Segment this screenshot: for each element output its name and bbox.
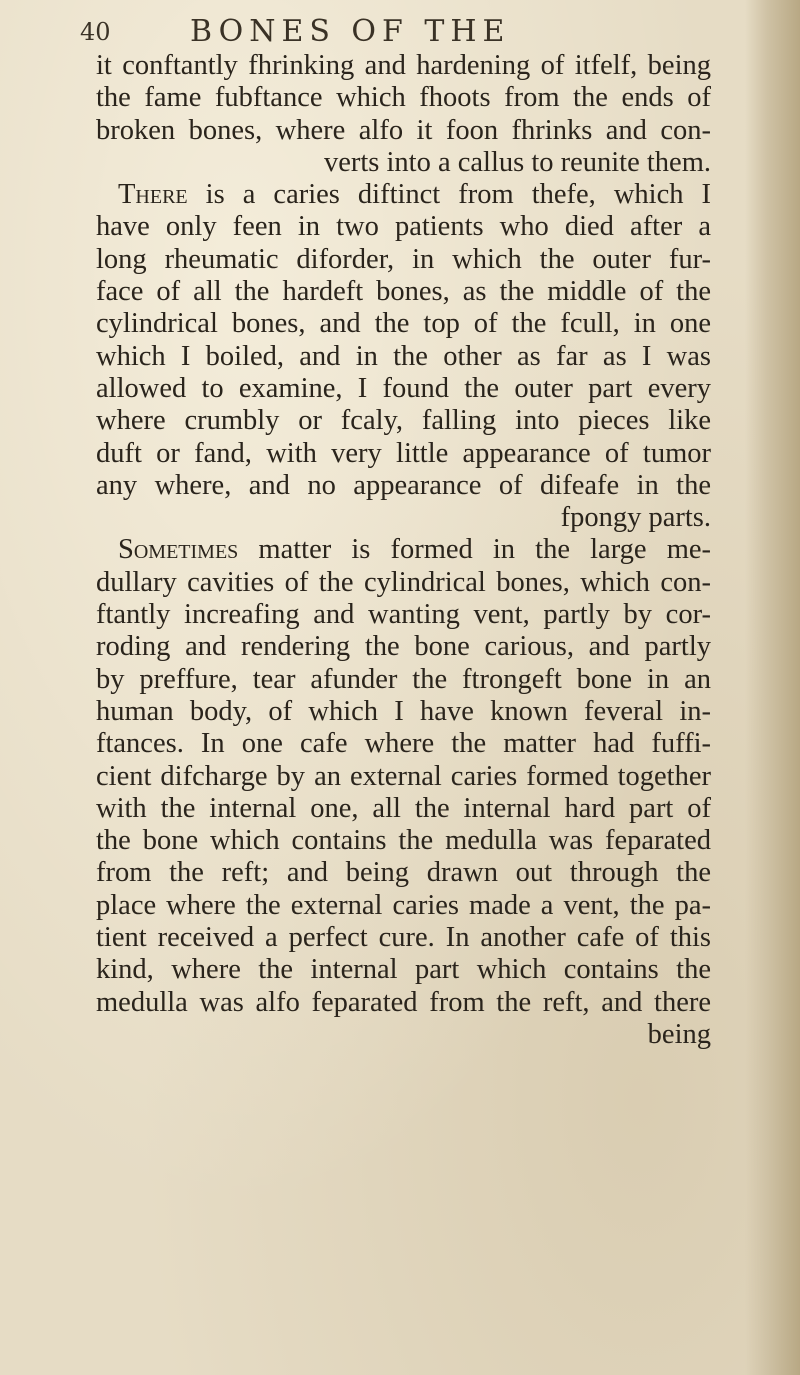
text-line: verts into a callus to reunite them. (323, 146, 711, 178)
text-line: tient received a perfect cure. In another cafe of this (96, 922, 711, 954)
running-title: BONES OF THE (190, 14, 511, 49)
text-line: Sometimes matter is formed in the large me- (118, 534, 711, 566)
text-line: cient difcharge by an external caries formed together (96, 760, 711, 792)
text-line: There is a caries diftinct from thefe, which I (118, 179, 711, 211)
text-line: human body, of which I have known feveral in- (96, 695, 711, 727)
text-line: roding and rendering the bone carious, and partly (96, 631, 711, 663)
page-number: 40 (80, 18, 111, 46)
small-caps-lead: Sometimes (118, 534, 239, 566)
text-line: long rheumatic diforder, in which the outer fur- (96, 243, 711, 275)
text-line: ftantly increafing and wanting vent, partly by cor- (96, 599, 711, 631)
text-line: medulla was alfo feparated from the reft, and there (96, 986, 711, 1018)
text-line: it conftantly fhrinking and hardening of itfelf, being (96, 50, 711, 81)
page-edge-shadow (745, 0, 800, 1375)
text-line: face of all the hardeft bones, as the middle of the (96, 276, 711, 308)
text-line: ftances. In one cafe where the matter had fuffi- (96, 728, 711, 760)
text-line: which I boiled, and in the other as far as I was (96, 340, 711, 372)
text-line: with the internal one, all the internal hard part of (96, 792, 711, 824)
text-line: cylindrical bones, and the top of the fcull, in one (96, 308, 711, 340)
text-line: the bone which contains the medulla was feparated (96, 825, 711, 857)
small-caps-lead: There (118, 179, 188, 211)
text-line: where crumbly or fcaly, falling into pieces like (96, 405, 711, 437)
text-line: kind, where the internal part which contains the (96, 954, 711, 986)
text-line: broken bones, where alfo it foon fhrinks and con- (96, 114, 711, 146)
text-line: from the reft; and being drawn out through the (96, 857, 711, 889)
text-line: place where the external caries made a vent, the pa- (96, 889, 711, 921)
text-line: allowed to examine, I found the outer part every (96, 372, 711, 404)
text-line: by preffure, tear afunder the ftrongeft bone in an (96, 663, 711, 695)
text-line: the fame fubftance which fhoots from the ends of (96, 82, 711, 114)
text-line: being (647, 1018, 711, 1050)
text-line: have only feen in two patients who died after a (96, 211, 711, 243)
body-text (96, 50, 711, 1051)
text-line: fpongy parts. (560, 502, 711, 534)
text-line: dullary cavities of the cylindrical bones, which con- (96, 566, 711, 598)
text-line: duft or fand, with very little appearance of tumor (96, 437, 711, 469)
text-line: any where, and no appearance of difeafe in the (96, 469, 711, 501)
